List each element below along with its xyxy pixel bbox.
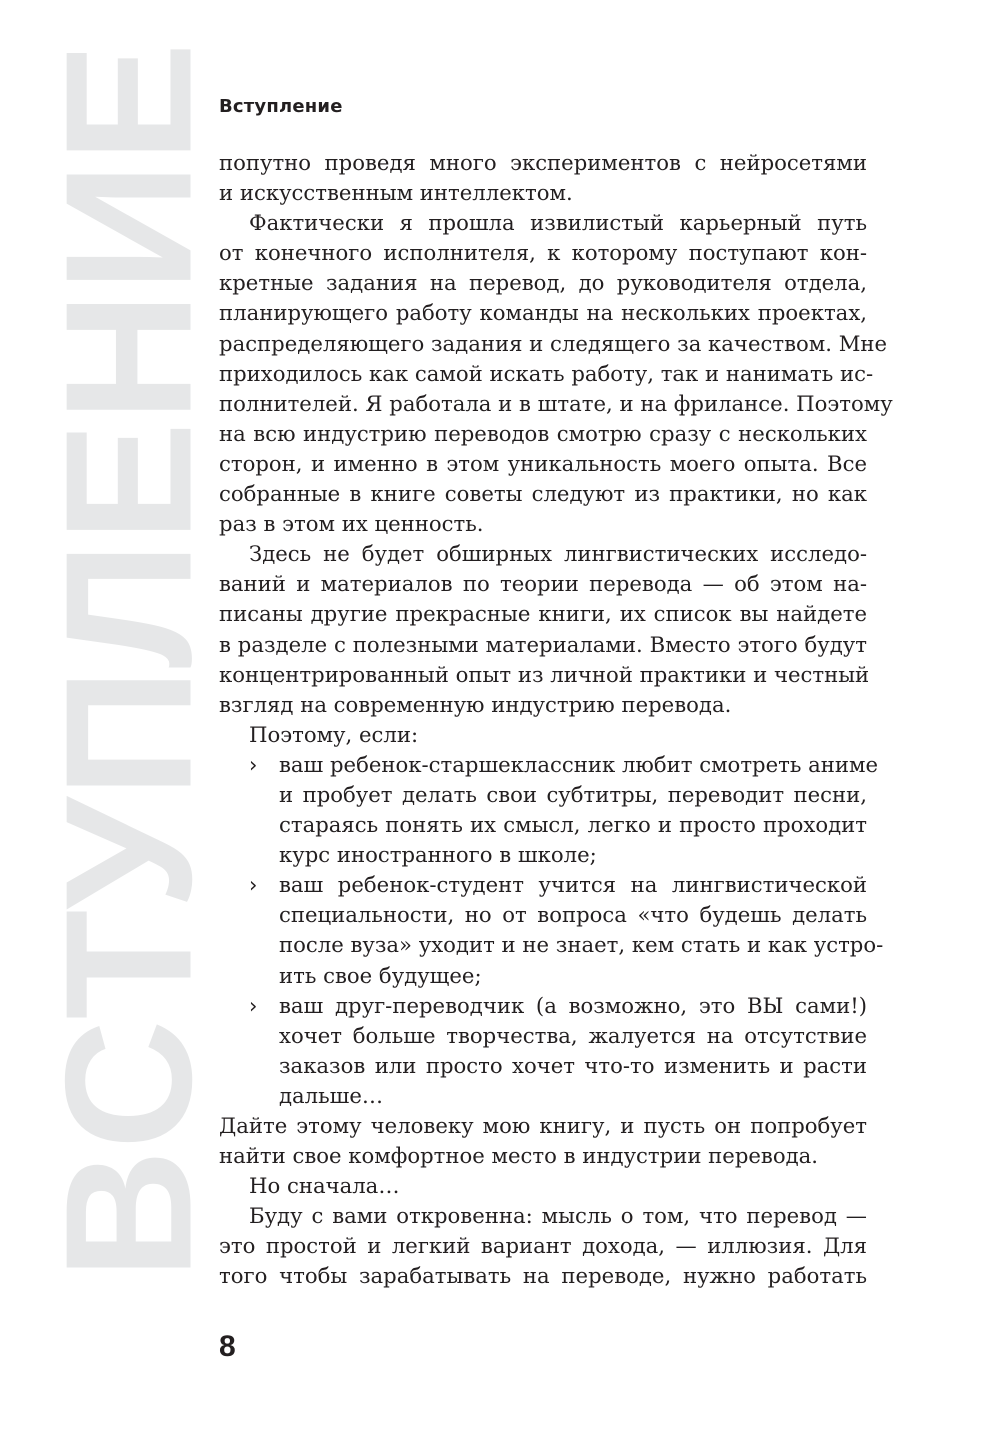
side-title-letter: Н — [28, 291, 230, 422]
text-line: и пробует делать свои субтитры, переводит песни, — [279, 781, 867, 807]
text-line: хочет больше творчества, жалуется на отсутствие — [279, 1022, 867, 1048]
page-number: 8 — [219, 1330, 236, 1363]
text-line: кретные задания на перевод, до руководителя отдела, — [219, 270, 867, 296]
text-line: собранные в книге советы следуют из практики, но как — [219, 481, 867, 507]
bullet-text: ваш ребенок-старшеклассник любит смотреть аниме — [279, 751, 879, 777]
side-title-letter: У — [28, 797, 230, 910]
text-line: Дайте этому человеку мою книгу, и пусть он попробует — [219, 1113, 867, 1138]
text-line: попутно проведя много экспериментов с нейросетями — [219, 150, 867, 175]
text-line: планирующего работу команды на нескольких проектах, — [219, 300, 867, 326]
side-title-letter: П — [28, 668, 230, 798]
bullet-text: ваш друг-переводчик (а возможно, это ВЫ сами!) — [279, 992, 867, 1018]
text-line: Буду с вами откровенна: мысль о том, что перевод — — [249, 1203, 867, 1229]
text-line: приходилось как самой искать работу, так и нанимать ис- — [219, 360, 874, 386]
text-line: это простой и легкий вариант дохода, — иллюзия. Для — [219, 1233, 867, 1259]
text-line: дальше… — [279, 1082, 384, 1108]
side-title-letter: И — [28, 162, 230, 292]
bullet-line — [219, 991, 867, 1021]
text-line: концентрированный опыт из личной практики и честный — [219, 661, 870, 687]
side-title-letter: С — [28, 1019, 230, 1150]
side-title — [28, 42, 230, 1280]
side-title-letter: Е — [28, 421, 230, 542]
text-line: специальности, но от вопроса «что будешь делать — [279, 902, 867, 928]
text-line: на всю индустрию переводов смотрю сразу с нескольких — [219, 420, 867, 446]
text-line: и искусственным интеллектом. — [219, 180, 573, 206]
text-line: Но сначала… — [249, 1173, 400, 1199]
text-line: Здесь не будет обширных лингвистических исследо- — [249, 541, 867, 567]
text-line: в разделе с полезными материалами. Вместо этого будут — [219, 631, 867, 657]
bullet-text: ваш ребенок-студент учится на лингвистической — [279, 872, 867, 898]
text-line: ваний и материалов по теории перевода — об этом на- — [219, 571, 867, 597]
running-head: Вступление — [219, 96, 343, 117]
text-line: Фактически я прошла извилистый карьерный путь — [249, 210, 867, 236]
text-line: курс иностранного в школе; — [279, 842, 597, 868]
text-line: того чтобы зарабатывать на переводе, нужно работать — [219, 1263, 867, 1289]
text-line: сторон, и именно в этом уникальность моего опыта. Все — [219, 450, 867, 476]
text-line: стараясь понять их смысл, легко и просто проходит — [279, 812, 867, 838]
text-line: от конечного исполнителя, к которому поступают кон- — [219, 240, 867, 266]
bullet-chevron-icon: › — [249, 993, 258, 1018]
side-title-wrap — [28, 42, 230, 1280]
text-line: ить свое будущее; — [279, 962, 482, 988]
bullet-line — [219, 750, 879, 780]
text-line: писаны другие прекрасные книги, их список вы найдете — [219, 601, 867, 627]
side-title-letter: В — [28, 1149, 230, 1280]
text-line: после вуза» уходит и не знает, кем стать и как устро- — [279, 932, 884, 958]
bullet-chevron-icon: › — [249, 873, 258, 898]
text-line: распределяющего задания и следящего за качеством. Мне — [219, 330, 888, 356]
text-line: найти свое комфортное место в индустрии перевода. — [219, 1143, 819, 1169]
text-line: Поэтому, если: — [249, 721, 419, 747]
bullet-chevron-icon: › — [249, 752, 258, 777]
text-line: взгляд на современную индустрию перевода. — [219, 691, 732, 717]
text-line: раз в этом их ценность. — [219, 511, 484, 537]
side-title-letter: Л — [28, 541, 230, 669]
body-text — [219, 148, 893, 1292]
bullet-line — [219, 870, 867, 900]
side-title-letter: Т — [28, 909, 230, 1020]
text-line: полнителей. Я работала и в штате, и на фрилансе. Поэтому — [219, 390, 893, 416]
text-line: заказов или просто хочет что-то изменить и расти — [279, 1052, 867, 1078]
side-title-letter: Е — [28, 42, 230, 163]
